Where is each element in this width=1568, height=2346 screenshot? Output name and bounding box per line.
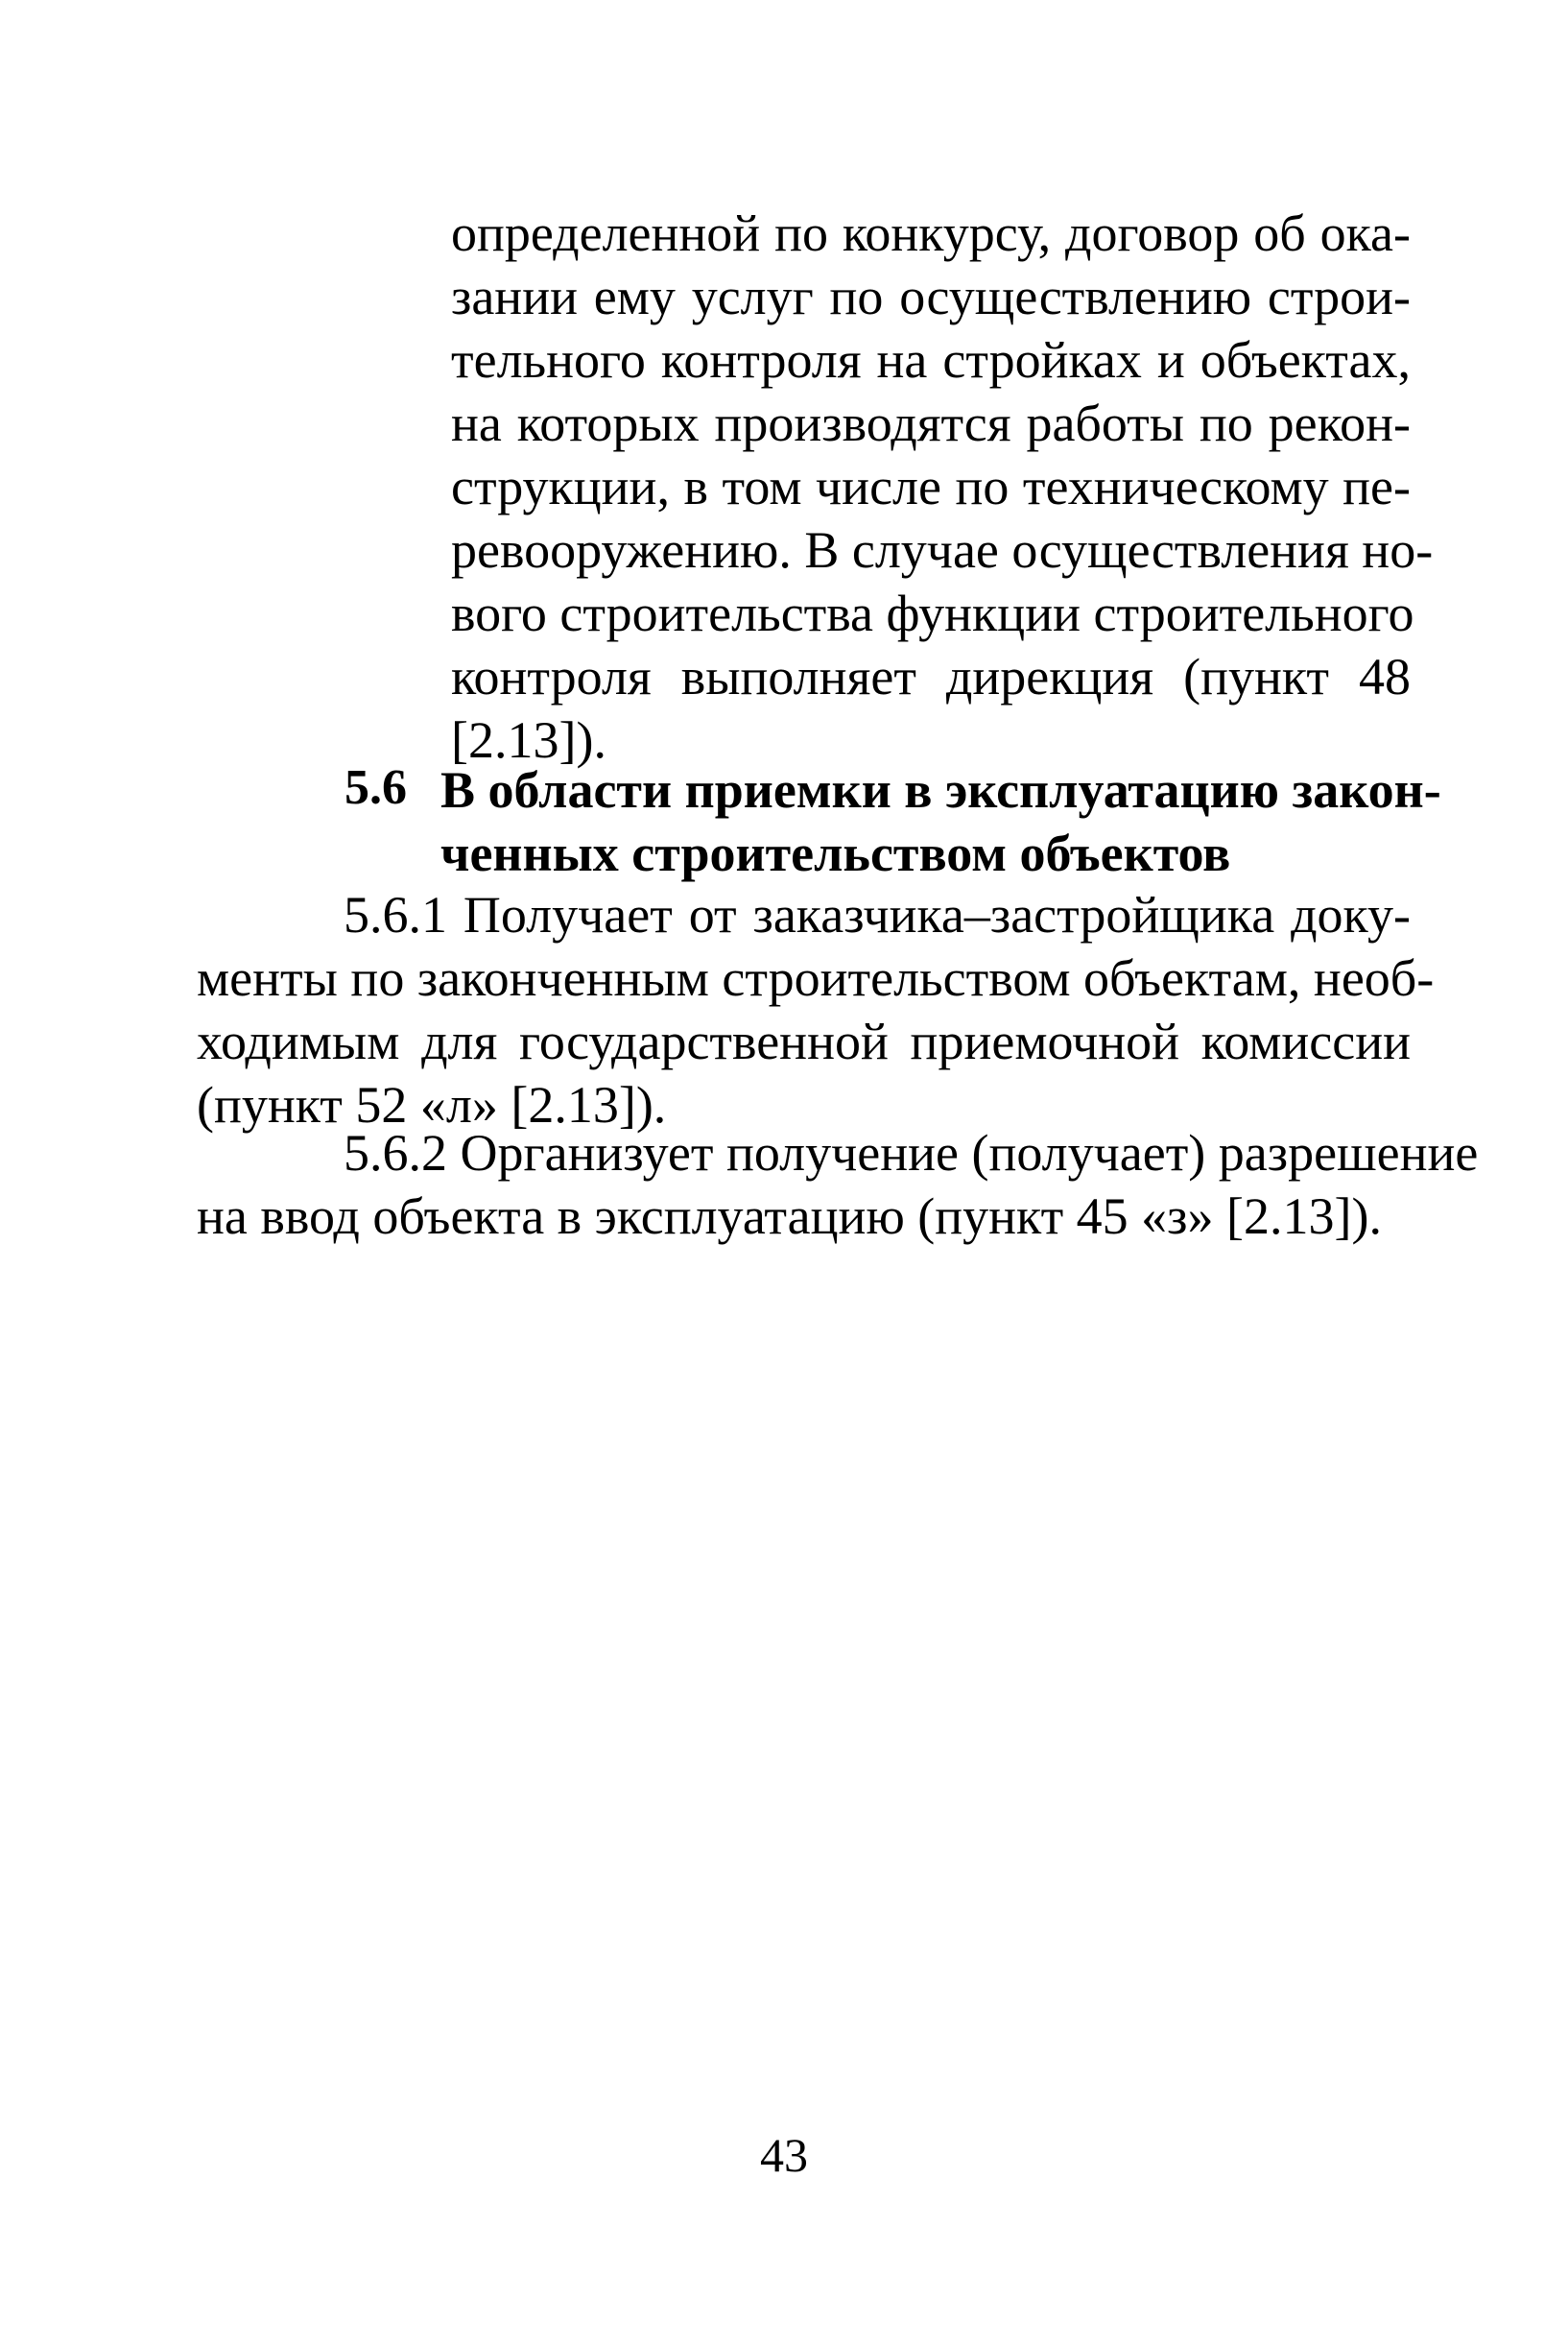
text-line: определенной по конкурсу, договор об ока- — [451, 204, 1411, 262]
text-line: зании ему услуг по осуществлению строи- — [451, 268, 1411, 325]
text-line: на ввод объекта в эксплуатацию (пункт 45 «з» [2.13]). — [197, 1187, 1382, 1245]
section-title — [440, 758, 1441, 885]
text-line: тельного контроля на стройках и объектах, — [451, 331, 1411, 389]
text-line: 5.6.2 Организует получение (получает) разрешение — [344, 1124, 1479, 1182]
section-number: 5.6 — [344, 760, 407, 815]
section-title-line: ченных строительством объектов — [440, 825, 1231, 882]
text-line: [2.13]). — [451, 711, 606, 769]
text-line: вого строительства функции строительного — [451, 585, 1414, 642]
continued-paragraph — [451, 202, 1434, 772]
page-number: 43 — [760, 2128, 808, 2182]
text-line: ревооружению. В случае осуществления но- — [451, 521, 1434, 579]
text-line: 5.6.1 Получает от заказчика–застройщика доку- — [344, 886, 1411, 944]
text-line: контроля выполняет дирекция (пункт 48 — [451, 648, 1411, 706]
section-title-line: В области приемки в эксплуатацию закон- — [440, 761, 1441, 819]
text-line: на которых производятся работы по рекон- — [451, 395, 1411, 452]
text-line: менты по законченным строительством объектам, необ- — [197, 949, 1435, 1007]
paragraph-5-6-1 — [197, 883, 1435, 1137]
text-line: струкции, в том числе по техническому пе- — [451, 458, 1411, 515]
text-line: (пункт 52 «л» [2.13]). — [197, 1076, 667, 1134]
paragraph-5-6-2 — [197, 1121, 1479, 1248]
text-line: ходимым для государственной приемочной комиссии — [197, 1013, 1411, 1070]
